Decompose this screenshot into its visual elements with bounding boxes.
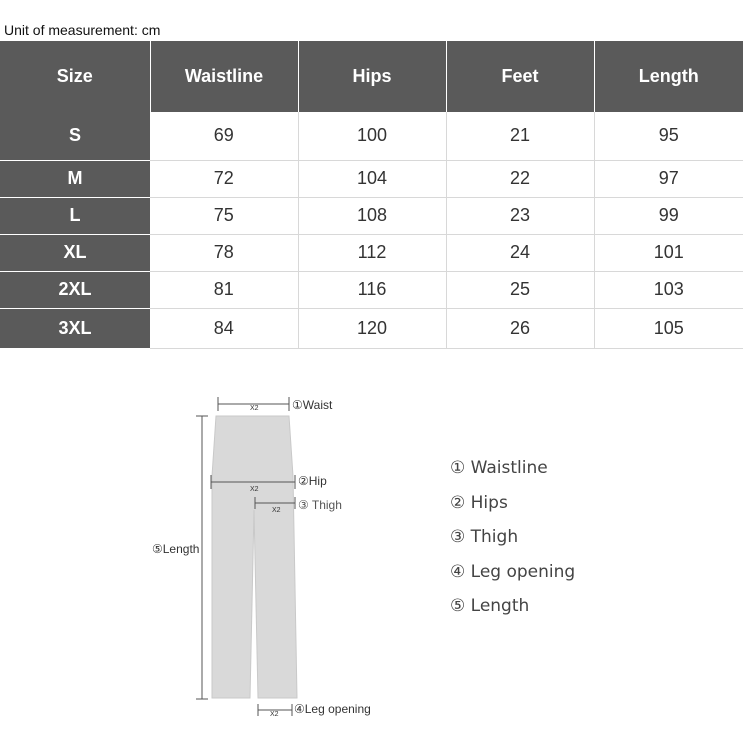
waistline-cell: 72 [150,160,298,197]
size-cell: 3XL [0,308,150,348]
length-cell: 101 [594,234,743,271]
leg-opening-x2-label: X2 [270,711,279,718]
table-row [0,160,743,197]
hips-cell: 100 [298,112,446,160]
pants-measurement-diagram [0,380,420,740]
waistline-cell: 81 [150,271,298,308]
hip-x2-label: X2 [250,486,259,493]
table-row [0,234,743,271]
waistline-cell: 75 [150,197,298,234]
waistline-cell: 78 [150,234,298,271]
hips-cell: 116 [298,271,446,308]
header-row [0,41,743,112]
header-length: Length [594,41,743,112]
legend-item-length: ⑤ Length [450,596,530,616]
header-size: Size [0,41,150,112]
length-cell: 105 [594,308,743,348]
length-dimension [196,416,208,699]
legend-item-leg-opening: ④ Leg opening [450,561,576,582]
size-cell: XL [0,234,150,271]
thigh-label: ③ Thigh [298,498,342,512]
table-row [0,197,743,234]
waist-label: ①Waist [292,398,333,412]
feet-cell: 22 [446,160,594,197]
feet-cell: 26 [446,308,594,348]
feet-cell: 23 [446,197,594,234]
table-row [0,112,743,160]
legend-item-waistline: ① Waistline [450,458,548,478]
feet-cell: 21 [446,112,594,160]
feet-cell: 25 [446,271,594,308]
table-row [0,271,743,308]
size-cell: M [0,160,150,197]
header-hips: Hips [298,41,446,112]
hips-cell: 120 [298,308,446,348]
header-feet: Feet [446,41,594,112]
hip-label: ②Hip [298,474,327,488]
legend-item-thigh: ③ Thigh [450,527,519,547]
waist-x2-label: X2 [250,405,259,412]
thigh-x2-label: X2 [272,507,281,514]
length-label: ⑤Length [152,542,200,556]
hips-cell: 112 [298,234,446,271]
unit-label: Unit of measurement: cm [4,22,161,38]
hips-cell: 108 [298,197,446,234]
legend-item-hips: ② Hips [450,492,508,513]
header-waistline: Waistline [150,41,298,112]
hips-cell: 104 [298,160,446,197]
size-cell: S [0,112,150,160]
waistline-cell: 84 [150,308,298,348]
length-cell: 103 [594,271,743,308]
size-cell: L [0,197,150,234]
length-cell: 95 [594,112,743,160]
size-cell: 2XL [0,271,150,308]
measurement-legend [450,458,575,631]
length-cell: 97 [594,160,743,197]
table-row [0,308,743,348]
leg-opening-label: ④Leg opening [294,702,371,716]
waistline-cell: 69 [150,112,298,160]
pants-silhouette [212,416,297,698]
length-cell: 99 [594,197,743,234]
feet-cell: 24 [446,234,594,271]
size-table [0,41,743,349]
